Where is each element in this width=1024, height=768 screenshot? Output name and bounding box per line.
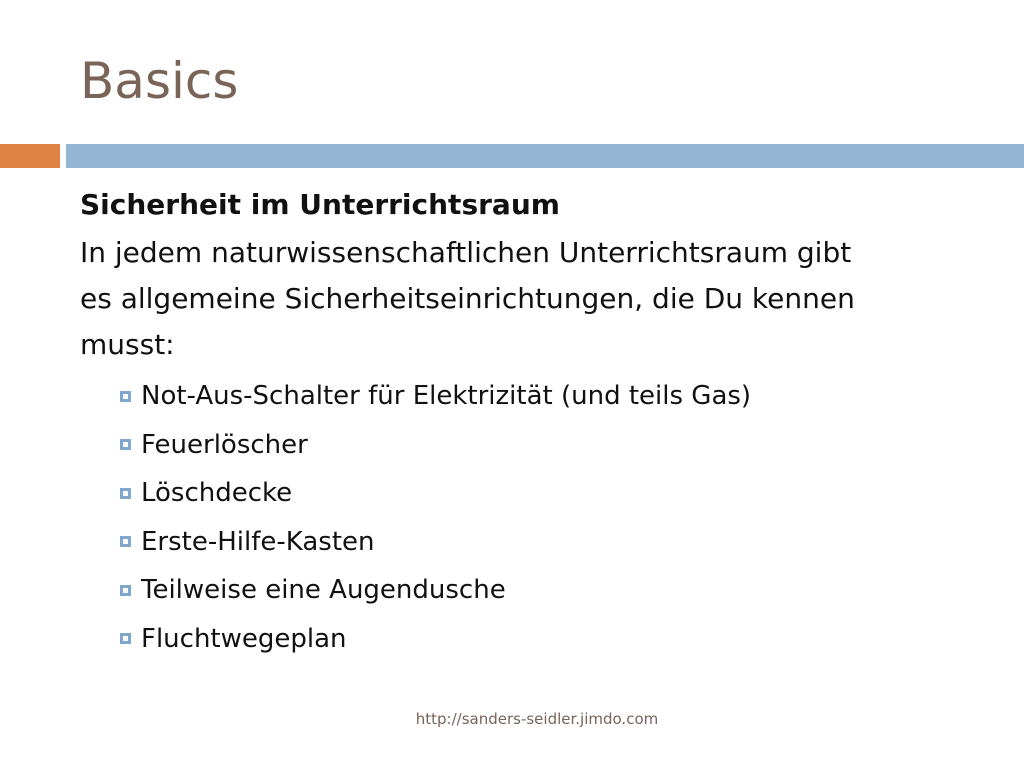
list-item-text: Löschdecke [141,478,293,508]
section-heading: Sicherheit im Unterrichtsraum [80,188,560,221]
list-item-text: Teilweise eine Augendusche [141,575,506,605]
list-item [120,469,980,518]
paragraph-line: es allgemeine Sicherheitseinrichtungen, die Du kennen [80,282,855,315]
slide-title: Basics [80,52,239,110]
square-bullet-icon [120,536,131,547]
square-bullet-icon [120,633,131,644]
square-bullet-icon [120,391,131,402]
accent-bar-orange [0,144,60,168]
list-item [120,372,980,421]
list-item-text: Feuerlöscher [141,429,308,460]
list-item [120,518,980,567]
list-item-text: Erste-Hilfe-Kasten [141,526,375,557]
intro-paragraph [80,230,980,368]
paragraph-line: In jedem naturwissenschaftlichen Unterrichtsraum gibt [80,236,852,269]
list-item-text: Fluchtwegeplan [141,623,347,654]
list-item [120,421,980,470]
paragraph-line: musst: [80,328,175,361]
list-item [120,566,980,615]
bullet-list [80,372,980,663]
footer-url: http://sanders-seidler.jimdo.com [415,710,659,728]
list-item-text: Not-Aus-Schalter für Elektrizität (und teils Gas) [141,381,752,411]
slide-content [80,186,980,663]
square-bullet-icon [120,439,131,450]
list-item [120,615,980,664]
square-bullet-icon [120,585,131,596]
accent-bar-blue [66,144,1024,168]
square-bullet-icon [120,488,131,499]
